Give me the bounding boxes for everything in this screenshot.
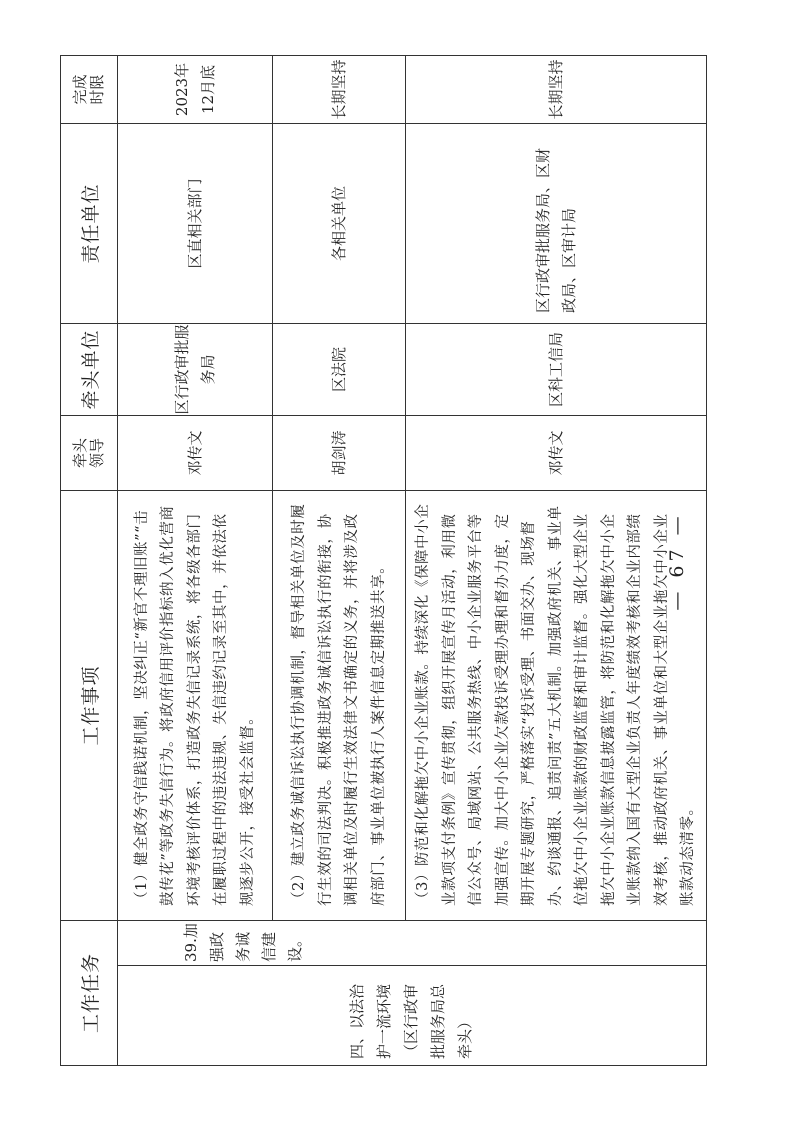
header-deadline: 完成 时限 [61, 55, 118, 123]
page-number: — 67 — [666, 512, 688, 611]
task-category: 四、以法治护一流环境（区行政审批服务局总牵头） [118, 966, 707, 1066]
responsible-unit: 区行政审批服务局、区财政局、区审计局 [406, 123, 707, 323]
table-row [118, 55, 273, 1065]
lead-unit: 区行政审批服务局 [118, 323, 273, 415]
deadline: 长期坚持 [406, 55, 707, 123]
work-item: （3）防范和化解拖欠中小企业账款。持续深化《保障中小企业款项支付条例》宣传贯彻，组织开展宣传月活动，利用微信公众号、局域网站、公共服务热线、中小企业服务平台等加强宣传。加大中小企业欠款投诉受理办理和督办力度，定期开展专题研究，严格落实“投诉受理、书面交办、现场督办、约谈通报、追责问责”五大机制。加强政府机关、事业单位拖欠中小企业账款的财政监督和审计监督。强化大型企业拖欠中小企业账款信息披露监管，将防范和化解拖欠中小企业账款纳入国有大型企业负责人年度绩效考核和企业内部绩效考核，推动政府机关、事业单位和大型企业拖欠中小企业账款动态清零。 [406, 490, 707, 920]
work-item: （1）健全政务守信践诺机制，坚决纠正“新官不理旧账”“击鼓传花”等政务失信行为。将政府信用评价指标纳入优化营商环境考核评价体系，打造政务失信记录系统，将各级各部门在履职过程中的违法违规、失信违约记录至其中，并依法依规逐步公开，接受社会监督。 [118, 490, 273, 920]
table-row [406, 55, 707, 1065]
header-resp-unit: 责任单位 [61, 123, 118, 323]
deadline: 长期坚持 [273, 55, 406, 123]
responsible-unit: 各相关单位 [273, 123, 406, 323]
work-task-table [60, 55, 707, 1066]
table-row [273, 55, 406, 1065]
header-leader: 牵头 领导 [61, 415, 118, 490]
lead-leader: 胡剑涛 [273, 415, 406, 490]
work-item: （2）建立政务诚信诉讼执行协调机制，督导相关单位及时履行生效的司法判决。积极推进政务诚信诉讼执行的衔接，协调相关单位及时履行生效法律文书确定的义务，并将涉及政府部门、事业单位被执行人案件信息定期推送共享。 [273, 490, 406, 920]
lead-unit: 区科工信局 [406, 323, 707, 415]
table-header-row [61, 55, 118, 1065]
lead-leader: 邓传文 [118, 415, 273, 490]
header-item: 工作事项 [61, 490, 118, 920]
responsible-unit: 区直相关部门 [118, 123, 273, 323]
task-subtask: 39.加强政务诚信建设。 [118, 920, 707, 965]
lead-leader: 邓传文 [406, 415, 707, 490]
header-lead-unit: 牵头单位 [61, 323, 118, 415]
header-task: 工作任务 [61, 920, 118, 1065]
deadline: 2023年12月底 [118, 55, 273, 123]
lead-unit: 区法院 [273, 323, 406, 415]
